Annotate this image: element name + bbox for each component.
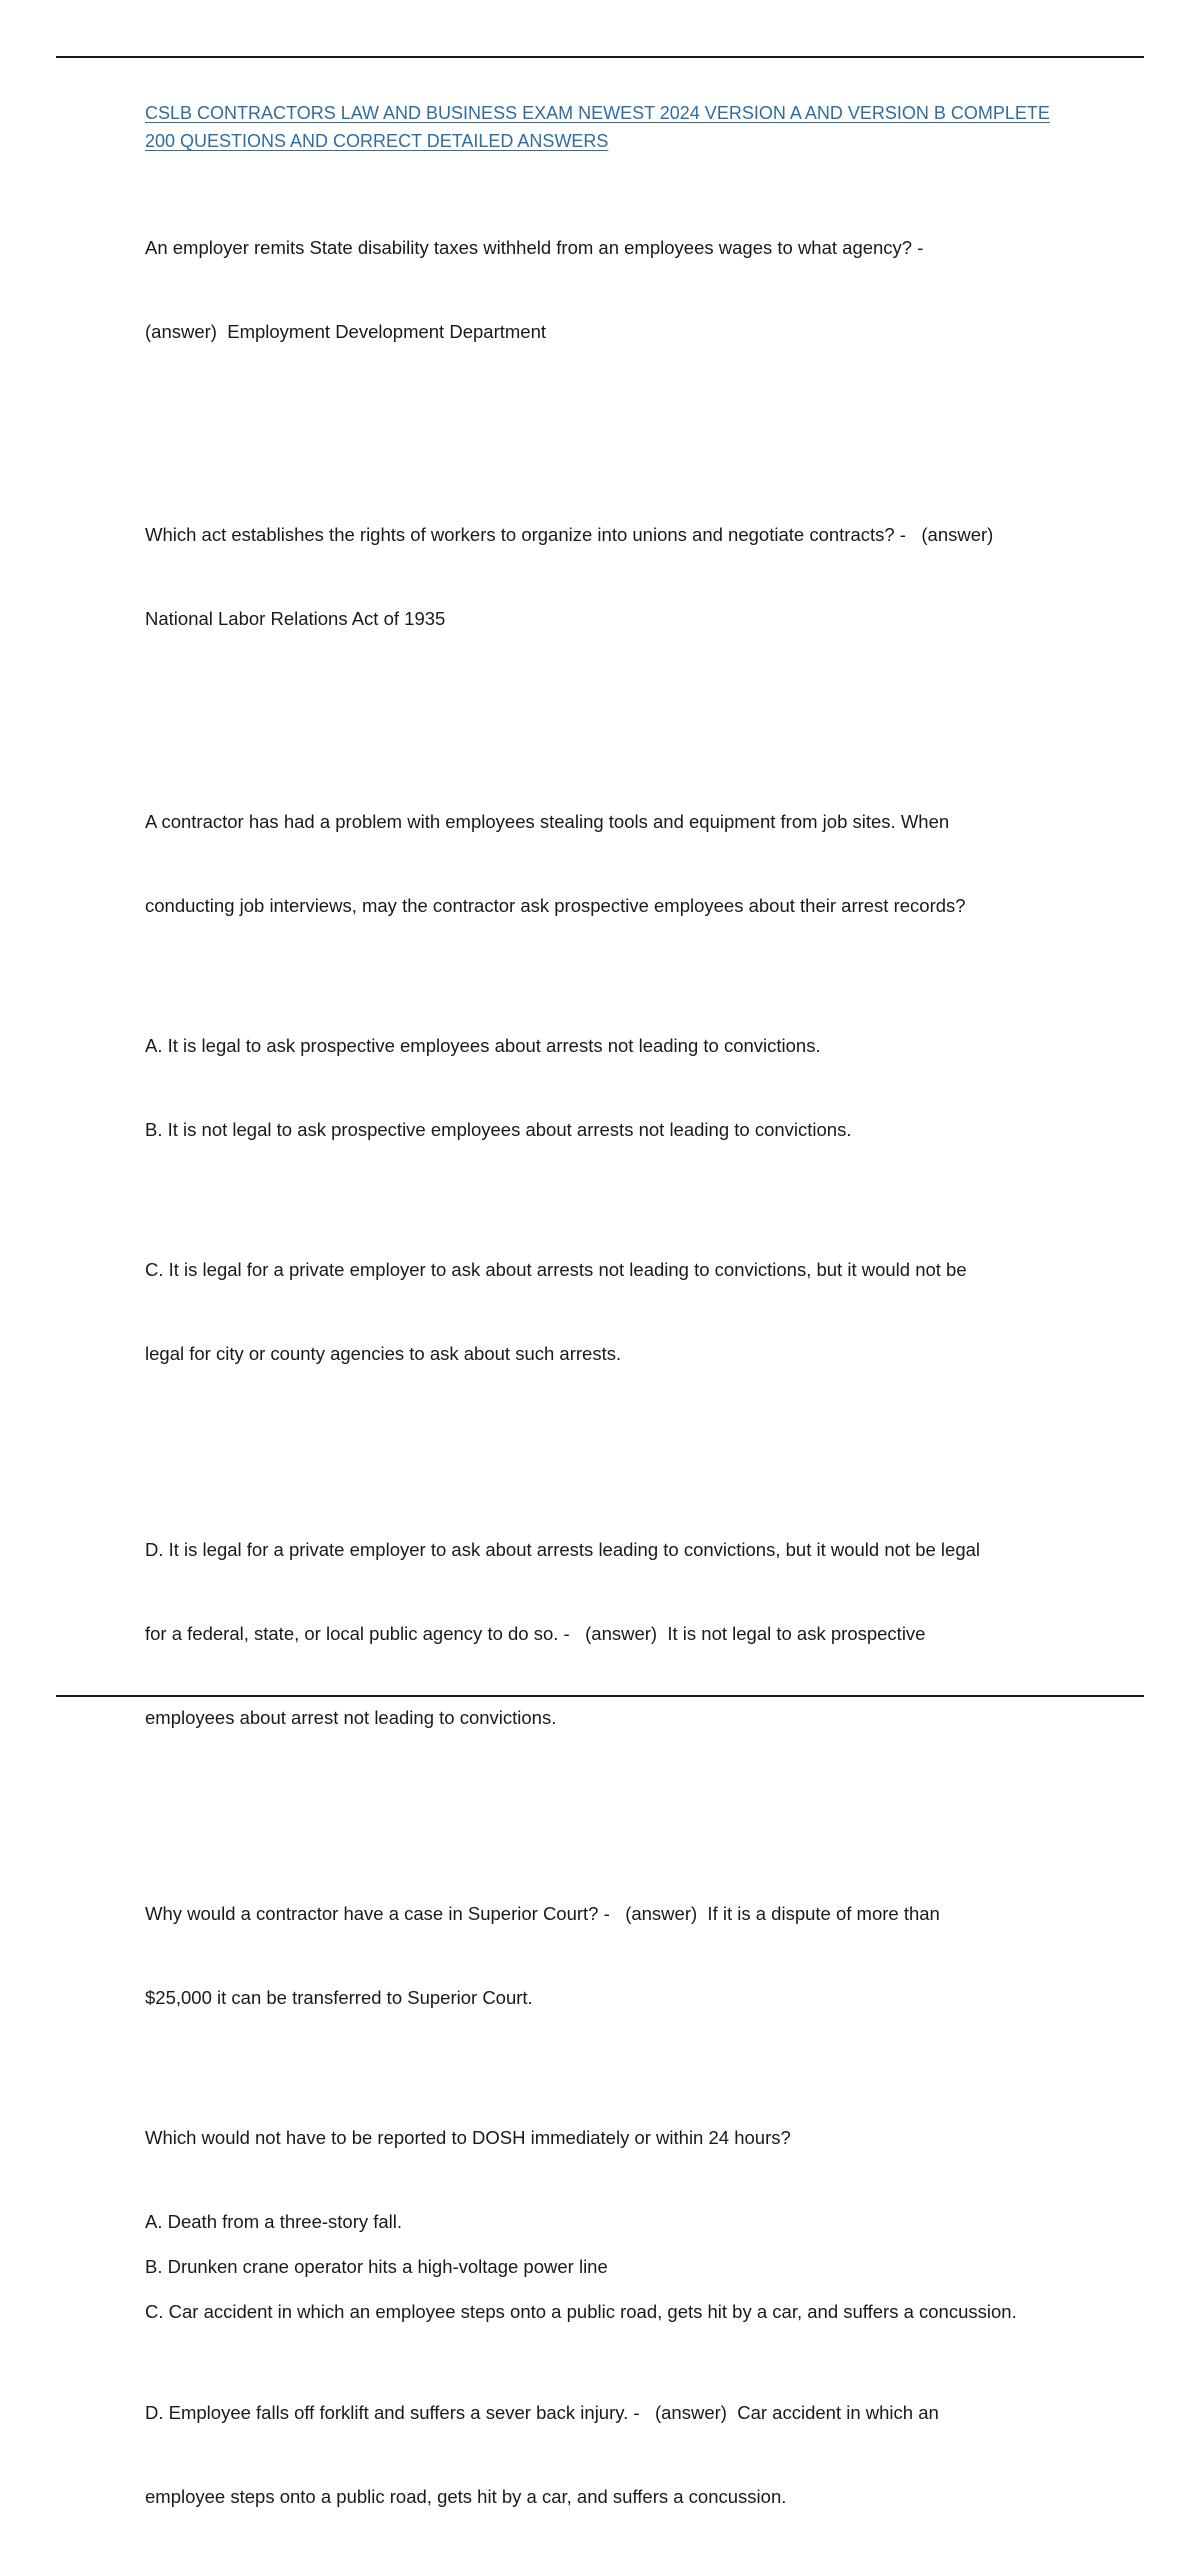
q3-option-d-line-3: employees about arrest not leading to convictions. <box>145 1707 557 1728</box>
q2-line-1: Which act establishes the rights of workers to organize into unions and negotiate contracts? - (answer) <box>145 524 994 545</box>
q3-option-a: A. It is legal to ask prospective employees about arrests not leading to convictions. <box>145 1035 821 1056</box>
q4-line-2: $25,000 it can be transferred to Superior Court. <box>145 1987 533 2008</box>
question-4 <box>145 1844 1105 2068</box>
q5-option-a: A. Death from a three-story fall. <box>145 2211 403 2232</box>
q5-option-d <box>145 2343 1105 2567</box>
q3-option-c <box>145 1200 1105 1424</box>
question-5: Which would not have to be reported to DOSH immediately or within 24 hours? <box>145 2127 791 2148</box>
footer-rule <box>56 1695 1144 1697</box>
q3-line-2: conducting job interviews, may the contractor ask prospective employees about their arrest records? <box>145 895 966 916</box>
title-line-1: CSLB CONTRACTORS LAW AND BUSINESS EXAM NEWEST 2024 VERSION A AND VERSION B COMPLETE <box>145 103 1050 123</box>
q3-option-c-line-1: C. It is legal for a private employer to ask about arrests not leading to convictions, but it would not be <box>145 1259 967 1280</box>
q2-line-2: National Labor Relations Act of 1935 <box>145 608 446 629</box>
q5-option-b: B. Drunken crane operator hits a high-voltage power line <box>145 2256 608 2277</box>
q3-option-d-line-1: D. It is legal for a private employer to ask about arrests leading to convictions, but it would not be legal <box>145 1539 981 1560</box>
question-1 <box>145 178 1105 402</box>
q3-line-1: A contractor has had a problem with employees stealing tools and equipment from job sites. When <box>145 811 950 832</box>
q1-line-1: An employer remits State disability taxes withheld from an employees wages to what agency? - <box>145 237 924 258</box>
q3-option-d-line-2: for a federal, state, or local public agency to do so. - (answer) It is not legal to ask prospective <box>145 1623 926 1644</box>
question-2 <box>145 465 1105 689</box>
q5-option-c: C. Car accident in which an employee steps onto a public road, gets hit by a car, and suffers a concussion. <box>145 2301 1017 2322</box>
document-title[interactable] <box>145 99 1105 155</box>
q3-option-b: B. It is not legal to ask prospective employees about arrests not leading to convictions. <box>145 1119 852 1140</box>
question-3 <box>145 752 1105 976</box>
q5-option-d-line-2: employee steps onto a public road, gets hit by a car, and suffers a concussion. <box>145 2486 787 2507</box>
title-line-2: 200 QUESTIONS AND CORRECT DETAILED ANSWERS <box>145 131 609 151</box>
document-body <box>145 99 1105 2567</box>
q4-line-1: Why would a contractor have a case in Superior Court? - (answer) If it is a dispute of more than <box>145 1903 940 1924</box>
header-rule <box>56 56 1144 58</box>
q3-option-c-line-2: legal for city or county agencies to ask about such arrests. <box>145 1343 622 1364</box>
q3-option-d <box>145 1480 1105 1788</box>
q5-option-d-line-1: D. Employee falls off forklift and suffers a sever back injury. - (answer) Car accident in which an <box>145 2402 939 2423</box>
q1-line-2: (answer) Employment Development Department <box>145 321 546 342</box>
